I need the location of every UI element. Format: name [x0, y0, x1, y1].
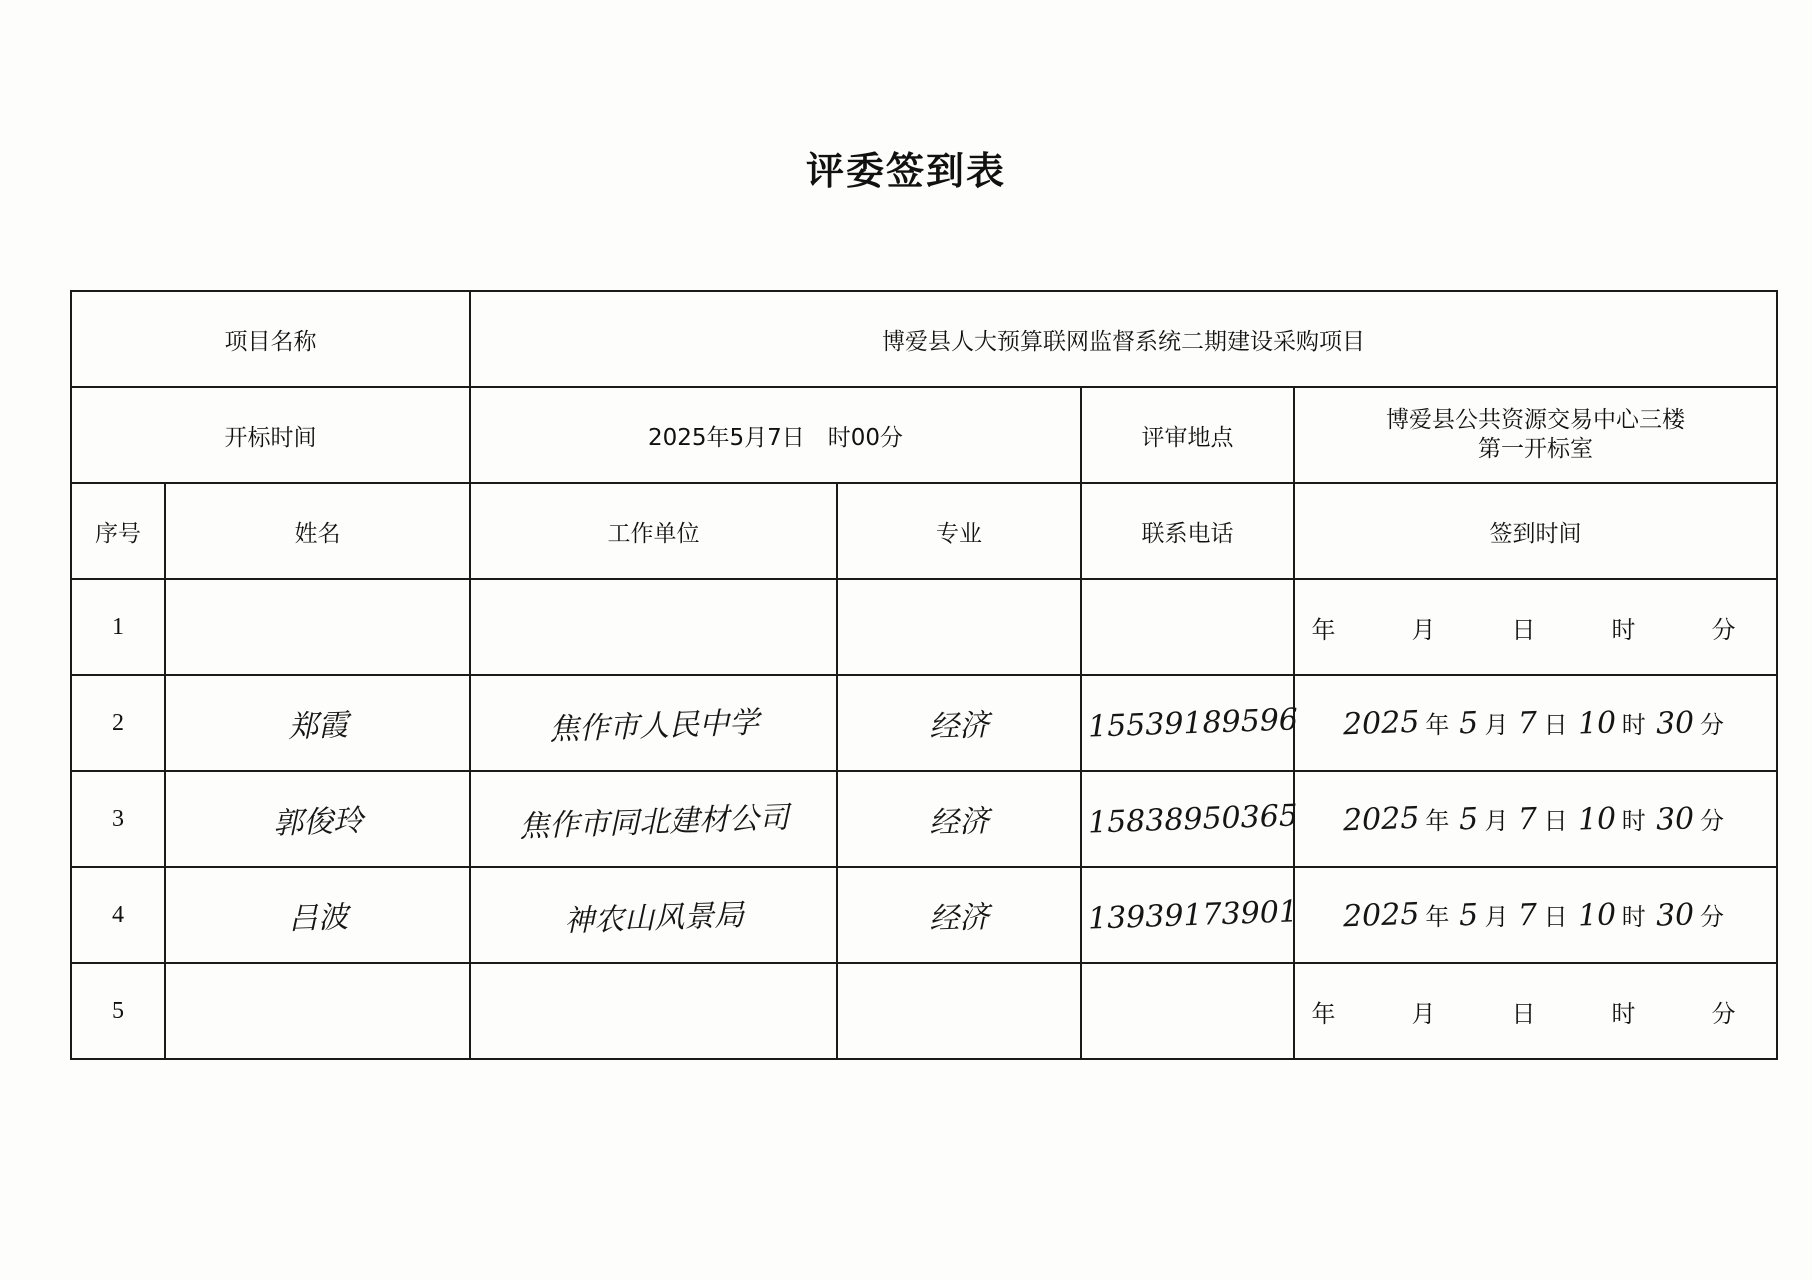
phone-cell	[1081, 675, 1299, 771]
phone-cell	[1081, 579, 1294, 675]
time-minute-value	[1672, 1021, 1706, 1022]
venue-value	[1294, 387, 1777, 483]
time-minute-value: 30	[1655, 897, 1695, 934]
unit-cell	[470, 579, 837, 675]
time-hour-unit: 时	[1621, 903, 1646, 931]
name-cell	[165, 675, 470, 771]
name-cell	[165, 579, 470, 675]
time-hour-unit: 时	[1611, 615, 1636, 644]
sign-time-cell	[1294, 579, 1777, 675]
time-month-unit: 月	[1484, 711, 1509, 739]
time-minute-unit: 分	[1699, 903, 1724, 931]
time-day-value	[1472, 1021, 1506, 1022]
page-title: 评委签到表	[805, 149, 1006, 193]
signature-rows	[71, 579, 1777, 1059]
sign-time-cell	[1294, 675, 1777, 771]
time-minute-unit: 分	[1711, 999, 1736, 1028]
table-row	[71, 579, 1777, 675]
sign-time-cell	[1294, 867, 1777, 963]
sign-time-cell	[1294, 771, 1777, 867]
name-cell-text: 郑霞	[287, 707, 349, 746]
unit-cell	[470, 867, 837, 963]
major-cell-text: 经济	[928, 707, 990, 746]
project-name: 博爱县人大预算联网监督系统二期建设采购项目	[470, 291, 1777, 387]
sign-in-table	[70, 290, 1778, 1060]
name-cell-text: 郭俊玲	[272, 803, 364, 842]
name-cell	[165, 867, 470, 963]
time-month-unit: 月	[1411, 999, 1436, 1028]
time-minute-value: 30	[1655, 705, 1695, 742]
time-year-value: 2025	[1342, 704, 1420, 743]
time-month-value	[1372, 637, 1406, 638]
time-day-unit: 日	[1543, 807, 1568, 835]
seq-cell	[71, 579, 165, 675]
time-year-unit: 年	[1425, 807, 1450, 835]
time-day-unit: 日	[1511, 999, 1536, 1028]
time-day-value	[1472, 637, 1506, 638]
major-cell-text: 经济	[928, 803, 990, 842]
time-day-unit: 日	[1511, 615, 1536, 644]
sign-time-cell	[1294, 963, 1777, 1059]
sign-time	[1301, 705, 1770, 741]
time-day-value: 7	[1517, 801, 1539, 838]
seq-cell-text: 3	[112, 805, 124, 832]
time-month-value: 5	[1458, 897, 1480, 934]
header-time: 签到时间	[1294, 483, 1777, 579]
seq-cell-text: 2	[112, 709, 124, 736]
header-phone: 联系电话	[1081, 483, 1294, 579]
header-seq: 序号	[71, 483, 165, 579]
unit-cell-text: 焦作市人民中学	[548, 705, 760, 748]
time-hour-unit: 时	[1611, 999, 1636, 1028]
time-minute-value	[1672, 637, 1706, 638]
project-row	[71, 291, 1777, 387]
time-day-unit: 日	[1543, 903, 1568, 931]
header-major: 专业	[837, 483, 1081, 579]
major-cell	[837, 867, 1081, 963]
time-year-unit: 年	[1311, 615, 1336, 644]
time-month-unit: 月	[1484, 807, 1509, 835]
sign-time	[1301, 994, 1770, 1029]
unit-cell	[470, 963, 837, 1059]
time-minute-unit: 分	[1711, 615, 1736, 644]
unit-cell	[470, 771, 837, 867]
time-hour-value: 10	[1576, 705, 1617, 742]
table-row	[71, 675, 1777, 771]
time-day-value: 7	[1517, 897, 1539, 934]
table-row	[71, 867, 1777, 963]
major-cell-text: 经济	[928, 899, 990, 938]
time-minute-unit: 分	[1699, 711, 1724, 739]
venue-line-1: 博爱县公共资源交易中心三楼	[1386, 407, 1685, 434]
time-month-value: 5	[1458, 801, 1480, 838]
phone-cell-text: 15539189596	[1087, 701, 1299, 745]
time-month-value: 5	[1458, 705, 1480, 742]
time-hour-unit: 时	[1621, 711, 1646, 739]
time-day-unit: 日	[1543, 711, 1568, 739]
name-cell	[165, 963, 470, 1059]
venue-label: 评审地点	[1081, 387, 1294, 483]
phone-cell	[1081, 867, 1299, 963]
time-year-unit: 年	[1425, 903, 1450, 931]
time-month-unit: 月	[1411, 615, 1436, 644]
opening-row	[71, 387, 1777, 483]
unit-cell	[470, 675, 837, 771]
seq-cell-text: 1	[112, 613, 124, 640]
major-cell	[837, 963, 1081, 1059]
unit-cell-text: 焦作市同北建材公司	[518, 800, 790, 845]
opening-time-value: 2025年5月7日 时00分	[470, 387, 1081, 483]
sign-time	[1301, 610, 1770, 645]
time-hour-value	[1572, 1021, 1606, 1022]
sign-time	[1301, 897, 1770, 933]
unit-cell-text: 神农山风景局	[563, 897, 745, 940]
name-cell	[165, 771, 470, 867]
time-year-value: 2025	[1342, 896, 1420, 935]
time-month-value	[1372, 1021, 1406, 1022]
time-hour-unit: 时	[1621, 807, 1646, 835]
time-year-unit: 年	[1425, 711, 1450, 739]
opening-time-label: 开标时间	[71, 387, 470, 483]
table-row	[71, 771, 1777, 867]
header-unit: 工作单位	[470, 483, 837, 579]
time-year-value: 2025	[1342, 800, 1420, 839]
time-day-value: 7	[1517, 705, 1539, 742]
seq-cell	[71, 867, 165, 963]
time-minute-unit: 分	[1699, 807, 1724, 835]
major-cell	[837, 771, 1081, 867]
header-name: 姓名	[165, 483, 470, 579]
sign-time	[1301, 801, 1770, 837]
seq-cell	[71, 963, 165, 1059]
time-month-unit: 月	[1484, 903, 1509, 931]
seq-cell-text: 4	[112, 901, 124, 928]
major-cell	[837, 675, 1081, 771]
seq-cell	[71, 675, 165, 771]
project-label: 项目名称	[71, 291, 470, 387]
phone-cell-text: 13939173901	[1087, 893, 1299, 937]
time-hour-value: 10	[1576, 897, 1617, 934]
header-row	[71, 483, 1777, 579]
seq-cell-text: 5	[112, 997, 124, 1024]
phone-cell-text: 15838950365	[1087, 797, 1299, 841]
time-hour-value: 10	[1576, 801, 1617, 838]
phone-cell	[1081, 771, 1299, 867]
time-hour-value	[1572, 637, 1606, 638]
table-row	[71, 963, 1777, 1059]
time-minute-value: 30	[1655, 801, 1695, 838]
major-cell	[837, 579, 1081, 675]
name-cell-text: 吕波	[287, 899, 349, 938]
phone-cell	[1081, 963, 1294, 1059]
seq-cell	[71, 771, 165, 867]
time-year-unit: 年	[1311, 999, 1336, 1028]
venue-line-2: 第一开标室	[1478, 436, 1593, 462]
